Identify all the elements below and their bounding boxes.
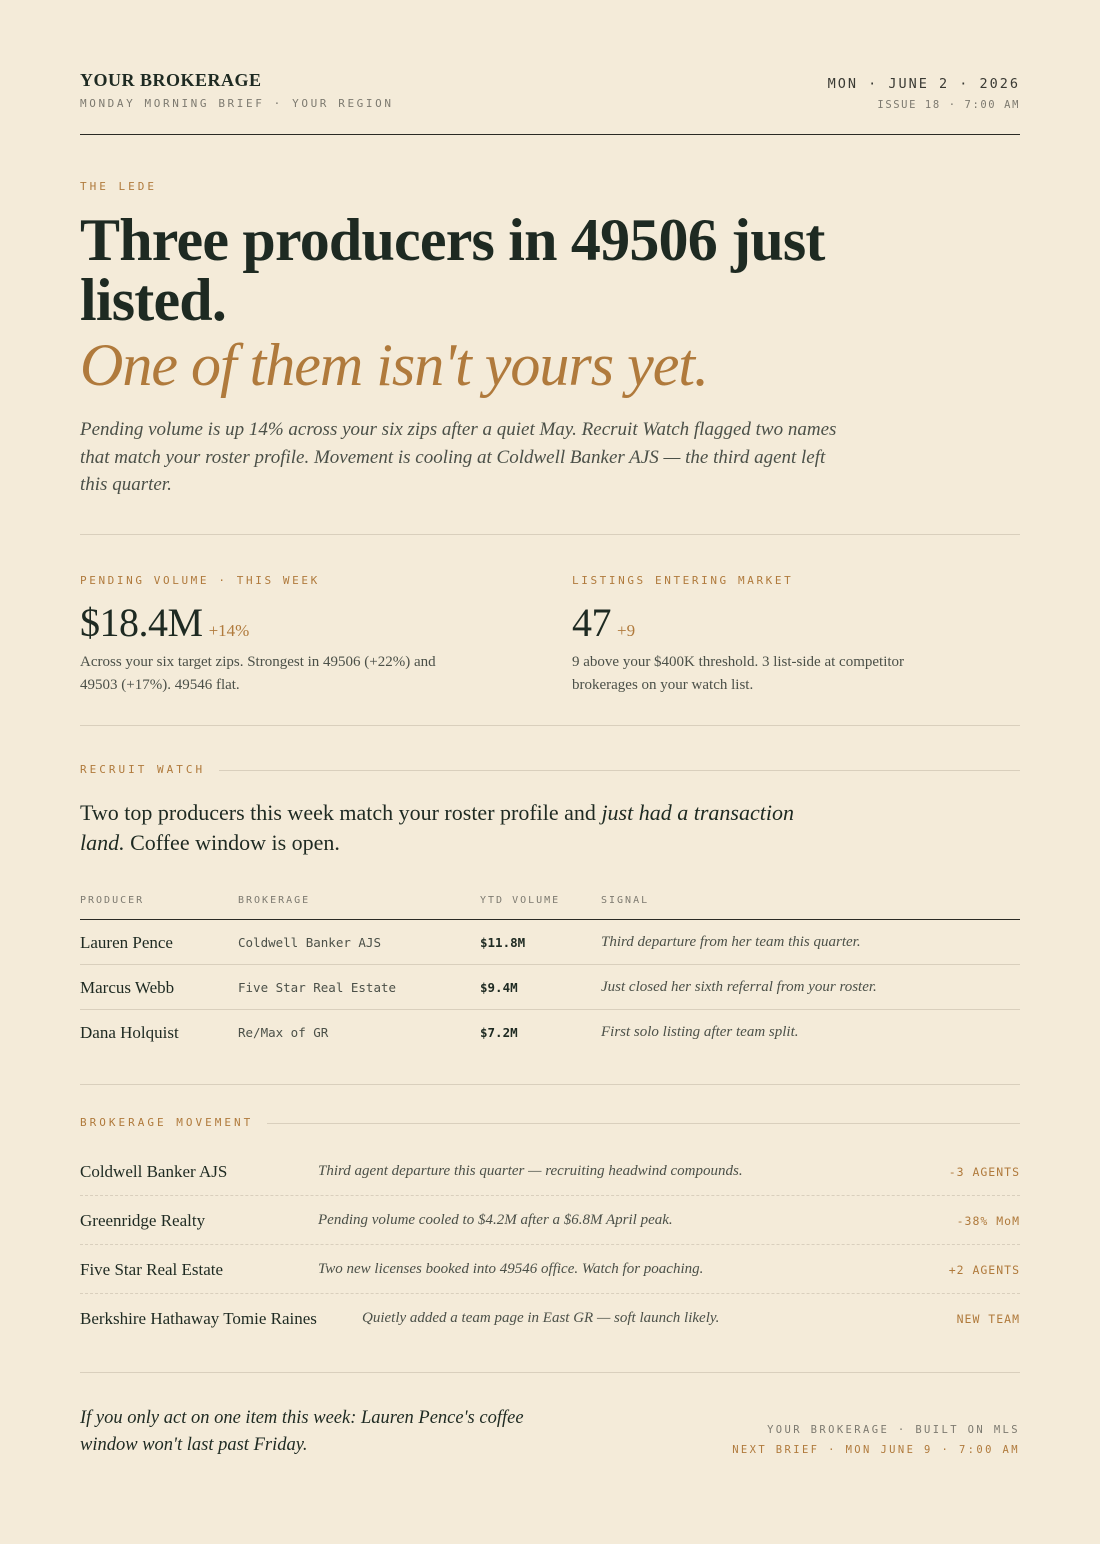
- stat-value: 47: [572, 600, 611, 645]
- producer-name: Lauren Pence: [80, 933, 173, 952]
- producer-volume: $9.4M: [480, 980, 518, 995]
- producer-signal: First solo listing after team split.: [601, 1024, 799, 1040]
- recruit-watch-header: [80, 763, 1020, 777]
- stat-label: LISTINGS ENTERING MARKET: [572, 574, 794, 587]
- stat-new-listings: [572, 574, 932, 697]
- movement-note: Pending volume cooled to $4.2M after a $6.8M April peak.: [318, 1212, 673, 1228]
- footer-credit: YOUR BROKERAGE · BUILT ON MLS: [767, 1424, 1020, 1436]
- producer-volume: $11.8M: [480, 935, 526, 950]
- producer-name: Marcus Webb: [80, 978, 175, 997]
- movement-tag: -3 AGENTS: [948, 1165, 1020, 1179]
- recruit-table: [80, 895, 1020, 1055]
- column-header-brokerage: BROKERAGE: [238, 895, 311, 906]
- divider: [80, 725, 1020, 726]
- brokerage-name: Coldwell Banker AJS: [80, 1162, 228, 1181]
- list-item[interactable]: [80, 1196, 1020, 1245]
- column-header-signal: SIGNAL: [601, 895, 650, 906]
- issue-number: ISSUE 18 · 7:00 AM: [877, 99, 1020, 111]
- movement-list: [80, 1147, 1020, 1343]
- recruit-intro: Two top producers this week match your roster profile and just had a transaction land. Coffee window is open.: [80, 800, 794, 855]
- stat-delta: +9: [617, 621, 636, 640]
- list-item[interactable]: [80, 1245, 1020, 1294]
- producer-signal: Just closed her sixth referral from your roster.: [601, 979, 877, 995]
- masthead: [80, 70, 1020, 135]
- producer-brokerage: Coldwell Banker AJS: [238, 935, 381, 950]
- closing-note: If you only act on one item this week: Lauren Pence's coffee window won't last past Friday.: [80, 1408, 524, 1455]
- lede-dek: Pending volume is up 14% across your six zips after a quiet May. Recruit Watch flagged two names that match your roster profile. Movement is cooling at Coldwell Banker AJS — the third agent left this quarter.: [80, 419, 837, 495]
- producer-brokerage: Re/Max of GR: [238, 1025, 329, 1040]
- table-row[interactable]: [80, 965, 1020, 1010]
- stat-description: Across your six target zips. Strongest in 49506 (+22%) and 49503 (+17%). 49546 flat.: [80, 654, 436, 693]
- producer-volume: $7.2M: [480, 1025, 518, 1040]
- list-item[interactable]: [80, 1147, 1020, 1196]
- issue-date: MON · JUNE 2 · 2026: [827, 76, 1020, 92]
- movement-tag: -38% MoM: [956, 1214, 1020, 1228]
- table-row[interactable]: [80, 1010, 1020, 1055]
- producer-name: Dana Holquist: [80, 1023, 179, 1042]
- table-header: [80, 895, 1020, 920]
- movement-tag: NEW TEAM: [956, 1312, 1020, 1326]
- column-header-producer: PRODUCER: [80, 895, 145, 906]
- stat-description: 9 above your $400K threshold. 3 list-side at competitor brokerages on your watch list.: [572, 654, 905, 693]
- list-item[interactable]: [80, 1294, 1020, 1343]
- brief-subtitle: MONDAY MORNING BRIEF · YOUR REGION: [80, 97, 394, 110]
- next-brief: NEXT BRIEF · MON JUNE 9 · 7:00 AM: [732, 1444, 1020, 1456]
- producer-signal: Third departure from her team this quarter.: [601, 934, 861, 950]
- column-header-ytd-volume: YTD VOLUME: [480, 895, 561, 906]
- movement-note: Quietly added a team page in East GR — soft launch likely.: [362, 1310, 720, 1326]
- brokerage-name: Berkshire Hathaway Tomie Raines: [80, 1309, 317, 1328]
- divider: [80, 1084, 1020, 1085]
- brokerage-name: Greenridge Realty: [80, 1211, 206, 1230]
- table-row[interactable]: [80, 920, 1020, 965]
- movement-note: Third agent departure this quarter — recruiting headwind compounds.: [318, 1163, 743, 1179]
- stat-label: PENDING VOLUME · THIS WEEK: [80, 574, 320, 587]
- divider: [80, 534, 1020, 535]
- brokerage-name: Five Star Real Estate: [80, 1260, 224, 1279]
- divider: [80, 1372, 1020, 1373]
- movement-note: Two new licenses booked into 49546 office. Watch for poaching.: [318, 1261, 704, 1277]
- stat-delta: +14%: [208, 621, 250, 640]
- section-kicker: RECRUIT WATCH: [80, 763, 219, 776]
- section-kicker: BROKERAGE MOVEMENT: [80, 1116, 267, 1129]
- producer-brokerage: Five Star Real Estate: [238, 980, 397, 995]
- stat-pending-volume: [80, 574, 440, 697]
- headline: Three producers in 49506 just listed.: [80, 207, 825, 333]
- movement-tag: +2 AGENTS: [948, 1263, 1020, 1277]
- headline-accent: One of them isn't yours yet.: [80, 332, 709, 398]
- brokerage-movement-header: [80, 1116, 1020, 1130]
- brand-name: YOUR BROKERAGE: [80, 70, 262, 90]
- lede-kicker: THE LEDE: [80, 180, 157, 193]
- stat-value: $18.4M: [80, 600, 203, 645]
